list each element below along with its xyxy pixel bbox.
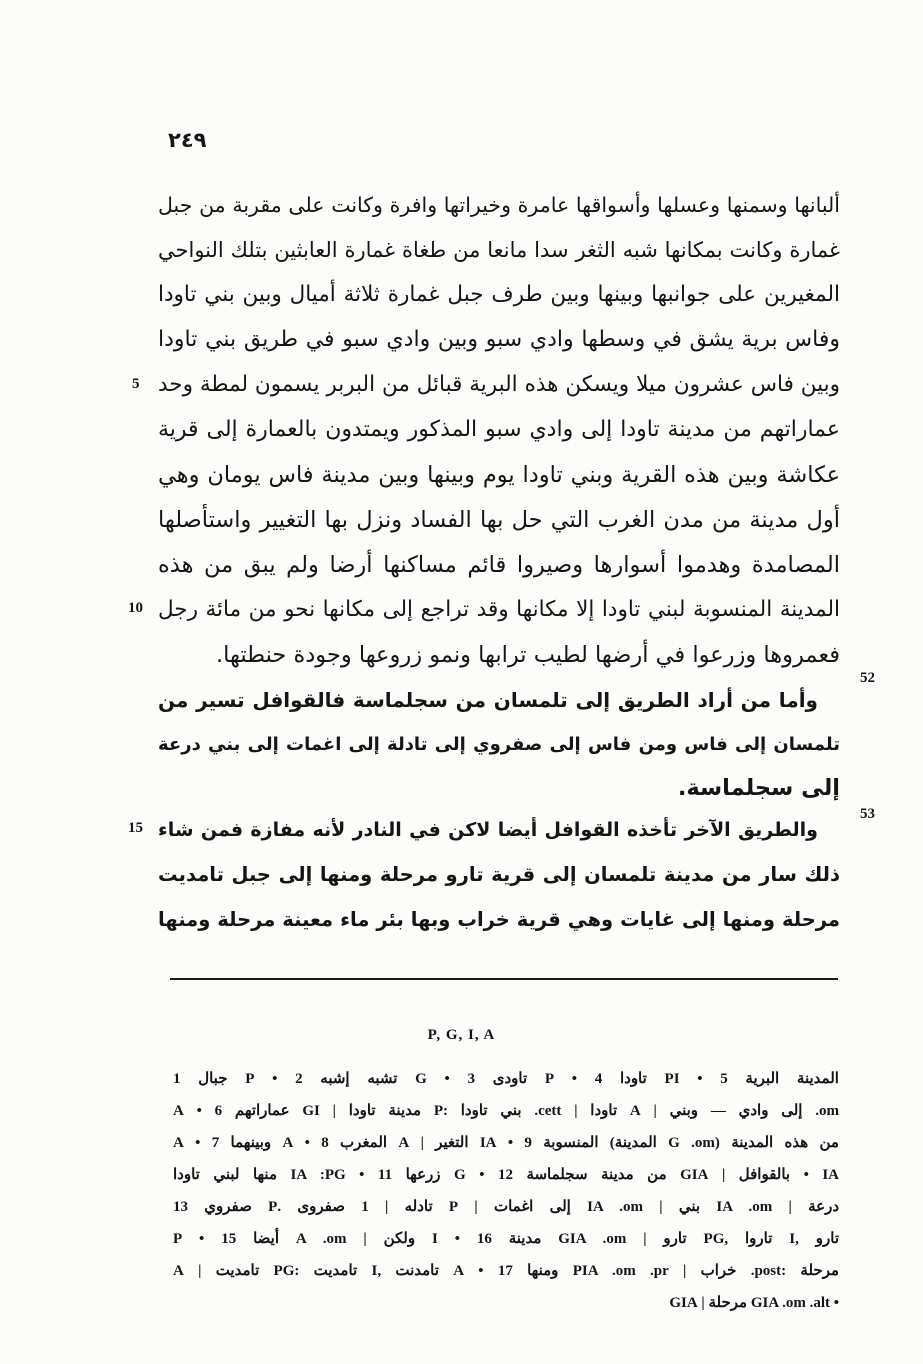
- apparatus-line: من هذه المدينة (G .om المدينة) المنسوبة 9 • IA التغير | A المغرب 8 • A وبينهما 7 • A: [173, 1135, 839, 1151]
- text-line: مرحلة ومنها إلى غايات وهي قرية خراب وبها بئر ماء معينة مرحلة ومنها: [158, 908, 840, 931]
- apparatus-line: تارو ,I تاروا ,PG تارو | GIA .om مدينة 16 • I ولكن | A .om أيضا 15 • P: [173, 1231, 839, 1247]
- text-line: تلمسان إلى فاس ومن فاس إلى صفروي إلى تادلة إلى اغمات إلى بني درعة: [158, 734, 840, 755]
- text-line: المصامدة وهدموا أسوارها وصيروا قائم مساكنها أرضا ولم يبق من هذه: [158, 552, 840, 578]
- text-line: وأما من أراد الطريق إلى تلمسان من سجلماسة فالقوافل تسير من: [158, 688, 818, 712]
- paragraph-number-52: 52: [860, 670, 875, 686]
- text-line: ذلك سار من مدينة تلمسان إلى قرية تارو مرحلة ومنها إلى جبل تامديت: [158, 863, 840, 886]
- apparatus-line: om. إلى وادي — وبني | A تاودا | cett. بني تاودا :P مدينة تاودا | GI عماراتهم 6 • A: [173, 1103, 839, 1119]
- footnote-divider: [170, 978, 838, 980]
- page-number: ٢٤٩: [168, 128, 207, 152]
- text-line: عماراتهم من مدينة تاودا إلى وادي سبو المذكور ويمتدون بالعمارة إلى قرية: [158, 417, 840, 442]
- apparatus-line: مرحلة :post. خراب | PIA .om .pr ومنها 17 • A تامدنت ,I تامديت :PG تامديت | A: [173, 1263, 840, 1279]
- apparatus-line: المدينة البرية 5 • PI تاودا 4 • P تاودى 3 • G تشبه إشبه 2 • P جبال 1: [173, 1071, 839, 1087]
- text-line: إلى سجلماسة.: [677, 775, 840, 801]
- manuscript-sigla: P, G, I, A: [427, 1027, 496, 1043]
- line-number-15: 15: [128, 820, 143, 836]
- text-line: وفاس برية يشق في وسطها وادي سبو وبين وادي سبو في طريق بني تاودا: [158, 327, 840, 352]
- text-line: وبين فاس عشرون ميلا ويسكن هذه البرية قبائل من البربر يسمون لمطة وحد: [158, 372, 840, 397]
- text-line: المدينة المنسوبة لبني تاودا إلا مكانها وقد تراجع إلى مكانها نحو من مائة رجل: [158, 597, 840, 622]
- text-line: عكاشة وبين هذه القرية وبني تاودا يوم وبينها وبين مدينة فاس يومان وهي: [158, 462, 840, 488]
- text-line: فعمروها وزرعوا في أرضها لطيب ترابها ونمو زروعها وجودة حنطتها.: [216, 642, 840, 668]
- line-number-5: 5: [132, 376, 140, 392]
- text-line: ألبانها وسمنها وعسلها وأسواقها عامرة وخيراتها وافرة وكانت على مقربة من جبل: [158, 193, 840, 217]
- apparatus-line: • GIA .om .alt مرحلة | GIA: [669, 1295, 839, 1311]
- text-line: غمارة وكانت بمكانها شبه الثغر سدا مانعا من طغاة غمارة العابثين بتلك النواحي: [158, 238, 840, 262]
- text-line: والطريق الآخر تأخذه القوافل أيضا لاكن في النادر لأنه مفازة فمن شاء: [158, 819, 818, 841]
- line-number-10: 10: [128, 600, 143, 616]
- apparatus-line: درعة | IA .om بني | IA .om إلى اغمات | P تادله | 1 صفروى .P صفروي 13: [173, 1199, 840, 1215]
- paragraph-number-53: 53: [860, 806, 875, 822]
- apparatus-line: IA • بالقوافل | GIA من مدينة سجلماسة 12 • G زرعها 11 • IA :PG منها لبني تاودا: [173, 1167, 840, 1183]
- text-line: أول مدينة من مدن الغرب التي حل بها الفساد ونزل بها التغيير واستأصلها: [158, 507, 840, 533]
- text-line: المغيرين على جوانبها وبينها وبين طرف جبل غمارة ثلاثة أميال وبين بني تاودا: [158, 282, 840, 307]
